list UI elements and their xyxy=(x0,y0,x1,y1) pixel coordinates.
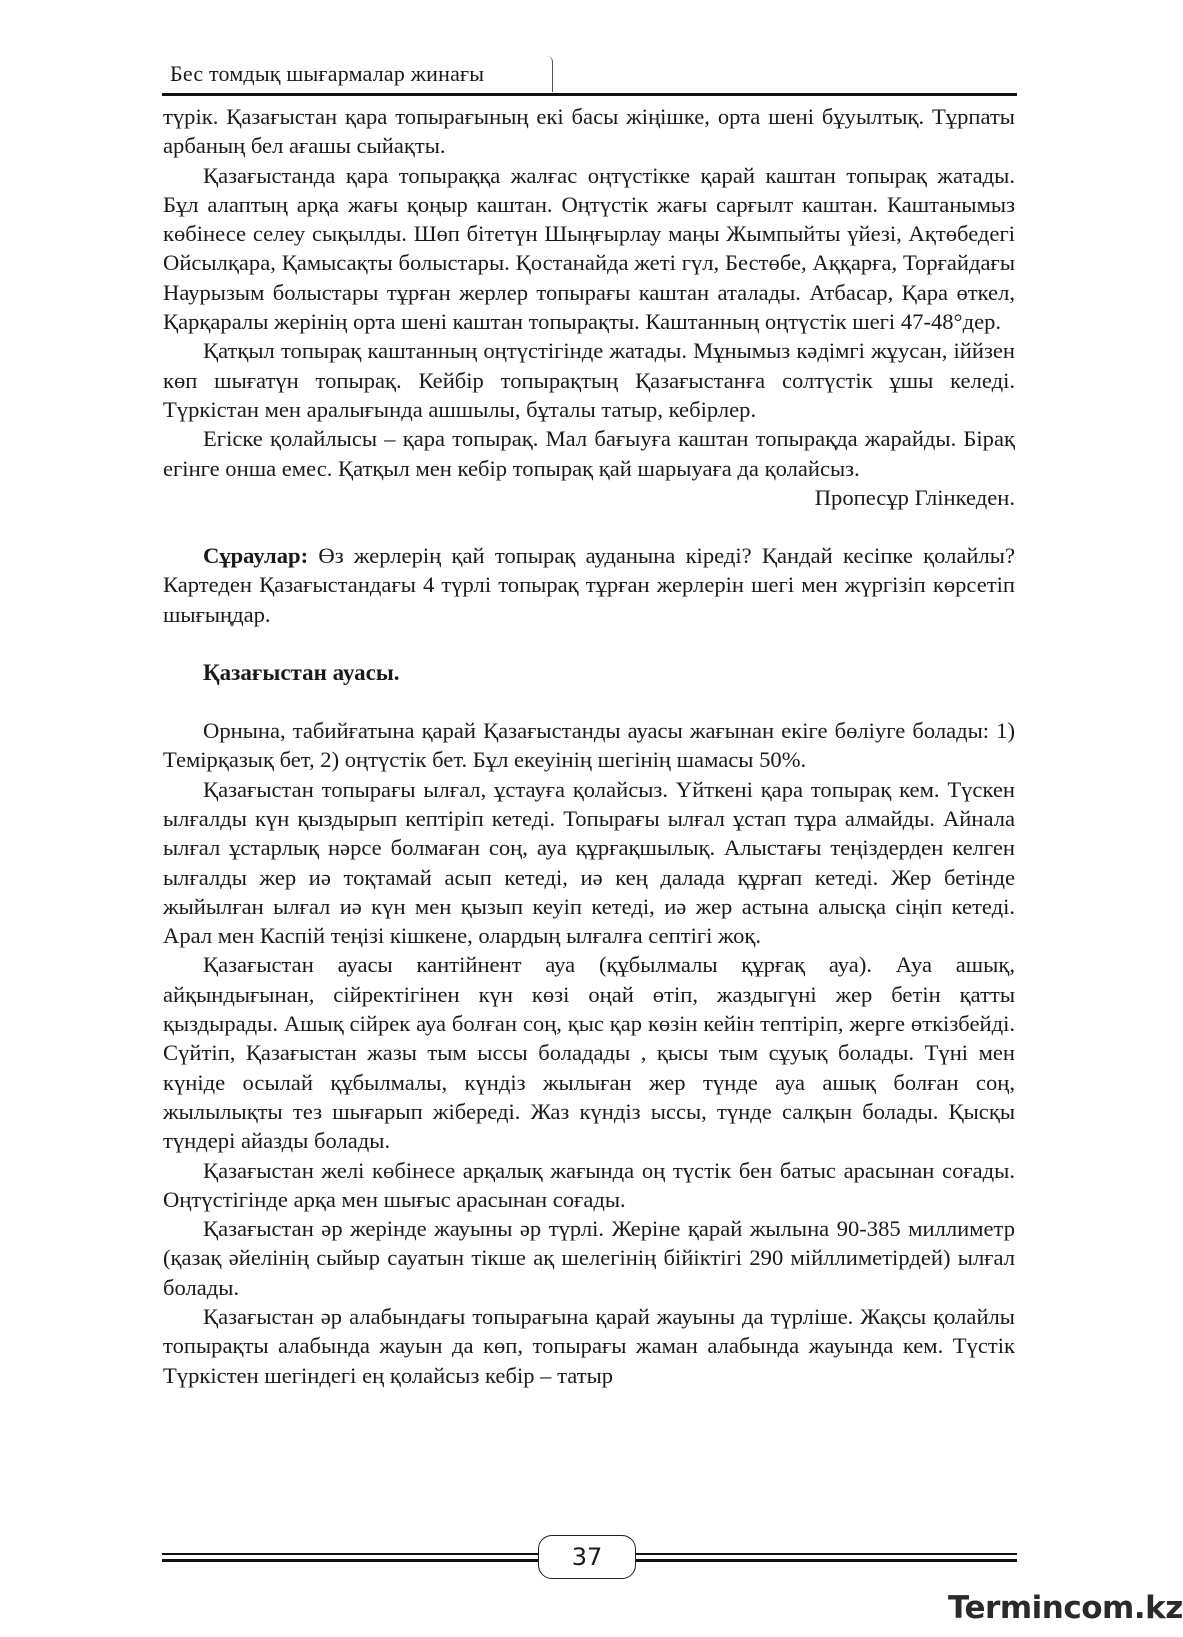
signature: Пропесұр Глінкеден. xyxy=(814,484,1015,510)
paragraph: Қатқыл топырақ каштанның оңтүстігінде жатады. Мұнымыз кәдімгі жұусан, іййзен көп шығатүн топырақ. Кейбір топырақтың Қазағыстанға солтүстік ұшы келеді. Түркістан мен аралығында ашшылы, бұталы татыр, кебірлер. xyxy=(163,338,1015,422)
header-rule xyxy=(162,93,1017,96)
paragraph: Қазағыстан желі көбінесе арқалық жағында оң түстік бен батыс арасынан соғады. Оңтүстігінде арқа мен шығыс арасынан соғады. xyxy=(163,1157,1015,1212)
questions-paragraph xyxy=(163,541,1015,629)
watermark-logo xyxy=(948,1590,1183,1630)
running-header xyxy=(162,56,1017,96)
spacer xyxy=(163,629,1015,658)
spacer xyxy=(163,512,1015,541)
watermark-text: Termincom.kz xyxy=(948,1590,1183,1626)
spacer xyxy=(163,687,1015,716)
page-number: 37 xyxy=(538,1535,636,1579)
questions-label: Сұраулар: xyxy=(203,543,309,569)
paragraph: түрік. Қазағыстан қара топырағының екі басы жіңішке, орта шені бұуылтық. Тұрпаты арбаның бел ағашы сыйақты. xyxy=(163,104,1015,159)
paragraph: Қазағыстан әр жерінде жауыны әр түрлі. Жеріне қарай жылына 90-385 миллиметр (қазақ әйелінің сыйыр сауатын тікше ақ шелегінің бійіктігі 290 мійллиметірдей) ылғал болады. xyxy=(163,1216,1015,1300)
paragraph: Қазағыстанда қара топыраққа жалғас оңтүстікке қарай каштан топырақ жатады. Бұл алаптың арқа жағы қоңыр каштан. Оңтүстік жағы сарғылт каштан. Каштанымыз көбінесе селеу сықылды. Шөп бітетүн Шыңғырлау маңы Жымпыйты үйезі, Ақтөбедегі Ойсылқара, Қамысақты болыстары. Қостанайда жеті гүл, Бестөбе, Аққарға, Торғайдағы Наурызым болыстары тұрған жерлер топырағы каштан аталады. Атбасар, Қара өткел, Қарқаралы жерінің орта шені каштан топырақты. Каштанның оңтүстік шегі 47-48°дер. xyxy=(163,162,1015,335)
paragraph: Қазағыстан ауасы кантійнент ауа (құбылмалы құрғақ ауа). Ауа ашық, айқындығынан, сійректігінен күн көзі оңай өтіп, жаздыгүні жер бетін қатты қыздырады. Ашық сійрек ауа болған соң, қыс қар көзін кейін тептіріп, жерге өткізбейді. Сүйтіп, Қазағыстан жазы тым ыссы боладады , қысы тым сұуық болады. Түні мен күніде осылай құбылмалы, күндіз жылыған жер түнде ауа ашық болған соң, жылылықты тез шығарып жібереді. Жаз күндіз ыссы, түнде салқын болады. Қысқы түндері айазды болады. xyxy=(163,952,1015,1154)
paragraph: Қазағыстан топырағы ылғал, ұстауға қолайсыз. Үйткені қара топырақ кем. Түскен ылғалды күн қыздырып кептіріп кетеді. Топырағы ылғал ұстап тұра алмайды. Айнала ылғал ұстарлық нәрсе болмаған соң, ауа құрғақшылық. Алыстағы теңіздерден келген ылғалды жер иә тоқтамай асып кетеді, иә кең далада құрғап кетеді. Жер бетінде жыйылған ылғал иә күн мен қызып кеуіп кетеді, иә жер астына алысқа сіңіп кетеді. Арал мен Каспій теңізі кішкене, олардың ылғалға септігі жоқ. xyxy=(163,776,1015,949)
questions-text: Өз жерлерің қай топырақ ауданына кіреді? Қандай кесіпке қолайлы? Картеден Қазағыстандағы 4 түрлі топырақ тұрған жерлерін шегі мен жүргізіп көрсетіп шығыңдар. xyxy=(163,543,1015,627)
page-body xyxy=(163,102,1015,1390)
page-footer xyxy=(162,1533,1017,1583)
paragraph: Егіске қолайлысы – қара топырақ. Мал бағыуға каштан топырақда жарайды. Бірақ егінге оншa емес. Қатқыл мен кебір топырақ қай шарыуаға да қолайсыз. xyxy=(163,426,1015,481)
section-heading: Қазағыстан ауасы. xyxy=(203,660,400,686)
paragraph: Қазағыстан әр алабындағы топырағына қарай жауыны да түрліше. Жақсы қолайлы топырақты алабында жауын да көп, топырағы жаман алабында жауында кем. Түстік Түркістен шегіндегі ең қолайсыз кебір – татыр xyxy=(163,1303,1015,1388)
book-title: Бес томдық шығармалар жинағы xyxy=(170,61,485,86)
paragraph: Орнына, табийғатына қарай Қазағыстанды ауасы жағынан екіге бөліуге болады: 1) Темірқазық бет, 2) оңтүстік бет. Бұл екеуінің шегінің шамасы 50%. xyxy=(163,718,1015,773)
